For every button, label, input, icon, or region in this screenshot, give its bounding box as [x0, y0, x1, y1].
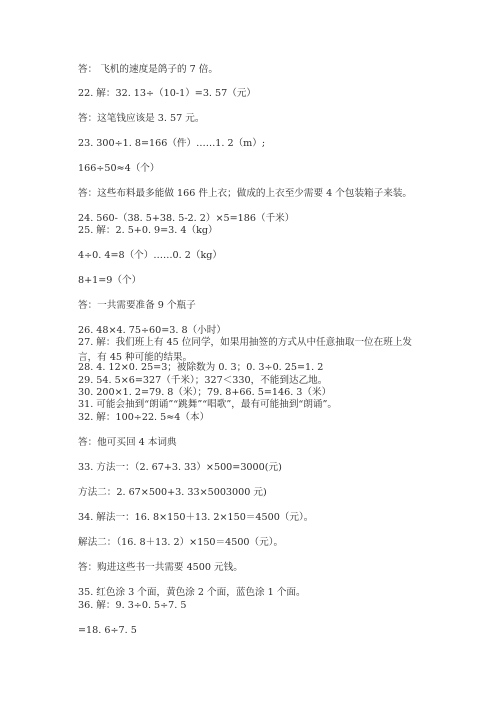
answer-line: 答：购进这些书一共需要 4500 元钱。 — [78, 562, 243, 573]
solution-two-line: 解法二：（16. 8＋13. 2）×150＝4500（元）。 — [78, 537, 284, 548]
problem-27-line: 27. 解：我们班上有 45 位同学，如果用抽签的方式从中任意抽取一位在班上发言，有 45 种可能的结果。 — [78, 337, 413, 363]
calc-line: =18. 6÷7. 5 — [78, 625, 137, 636]
problem-30-line: 30. 200×1. 2=79. 8（米）；79. 8+66. 5=146. 3（米） — [78, 387, 332, 398]
calc-line: 4÷0. 4=8（个）……0. 2（kg） — [78, 250, 223, 261]
answer-line: 答： 飞机的速度是鸽子的 7 倍。 — [78, 64, 218, 75]
answer-line: 答：一共需要准备 9 个瓶子 — [78, 300, 196, 311]
calc-line: 8+1=9（个） — [78, 275, 142, 286]
problem-33-line: 33. 方法一：（2. 67+3. 33）×500=3000(元) — [78, 462, 282, 473]
problem-23-line: 23. 300÷1. 8=166（件）……1. 2（m）; — [78, 138, 266, 149]
problem-28-line: 28. 4. 12×0. 25=3；被除数为 0. 3；0. 3÷0. 25=1. 2 — [78, 362, 324, 373]
method-two-line: 方法二：2. 67×500+3. 33×5003000 元) — [78, 487, 267, 498]
answer-line: 答：这些布料最多能做 166 件上衣；做成的上衣至少需要 4 个包装箱子来装。 — [78, 188, 413, 199]
problem-22-line: 22. 解：32. 13÷（10-1）=3. 57（元） — [78, 88, 257, 99]
problem-29-line: 29. 54. 5×6=327（千米）；327＜330，不能到达乙地。 — [78, 375, 328, 386]
answer-line: 答：这笔钱应该是 3. 57 元。 — [78, 113, 205, 124]
problem-24-line: 24. 560-（38. 5+38. 5-2. 2）×5=186（千米） — [78, 213, 295, 224]
calc-line: 166÷50≈4（个） — [78, 163, 160, 174]
problem-35-line: 35. 红色涂 3 个面，黄色涂 2 个面，蓝色涂 1 个面。 — [78, 587, 306, 598]
answer-line: 答：他可买回 4 本词典 — [78, 437, 177, 448]
problem-36-line: 36. 解：9. 3÷0. 5÷7. 5 — [78, 600, 187, 611]
problem-34-line: 34. 解法一：16. 8×150＋13. 2×150＝4500（元）。 — [78, 512, 314, 523]
problem-31-line: 31. 可能会抽到“朗诵”“跳舞”“唱歌”，最有可能抽到“朗诵”。 — [78, 399, 338, 410]
problem-25-line: 25. 解：2. 5+0. 9=3. 4（kg） — [78, 225, 218, 236]
problem-26-line: 26. 48×4. 75÷60=3. 8（小时） — [78, 325, 226, 336]
problem-32-line: 32. 解：100÷22. 5≈4（本） — [78, 412, 210, 423]
